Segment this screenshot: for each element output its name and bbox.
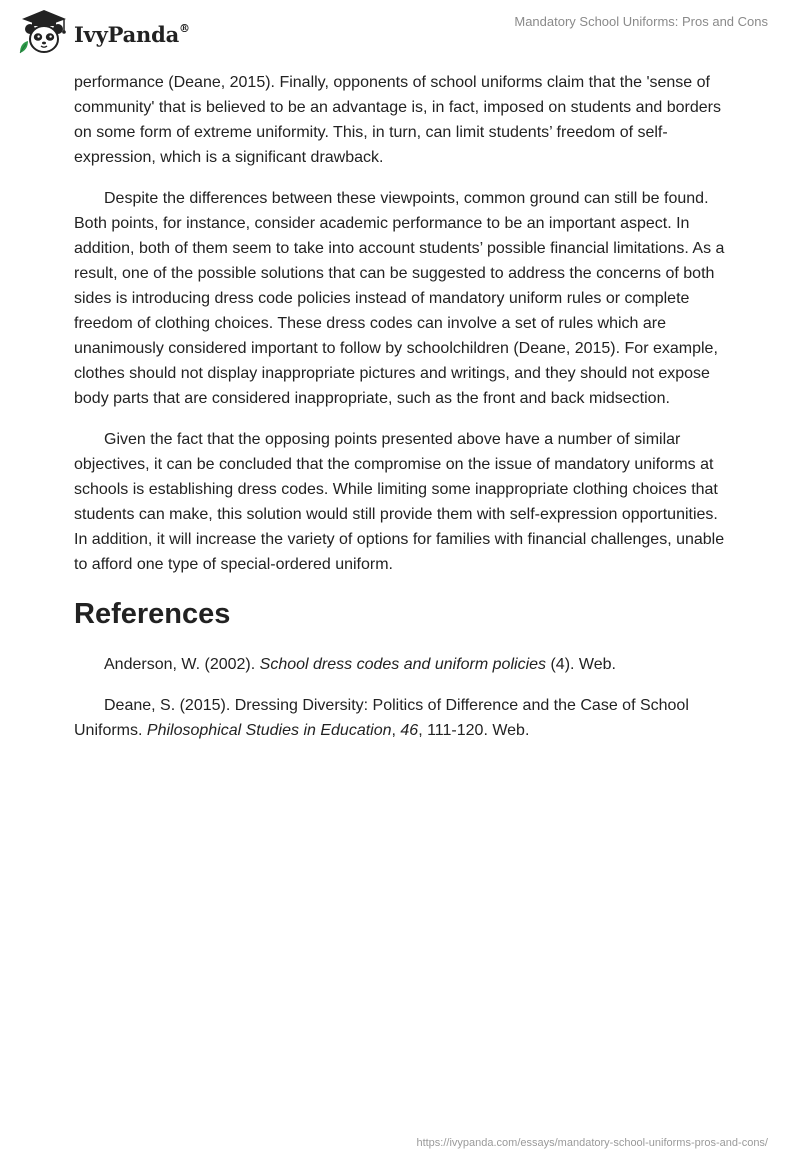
reference-text: ,: [391, 722, 401, 739]
reference-volume: 46: [400, 722, 419, 739]
reference-text: (4). Web.: [546, 656, 616, 673]
body-paragraph-3: Given the fact that the opposing points presented above have a number of similar objectives, it can be concluded that the compromise on the issue of mandatory uniforms at schools is establishing dress codes. While limiting some inappropriate clothing choices that students can make, this solution would still provide them with self-expression opportunities. In addition, it will increase the variety of options for families with financial challenges, unable to afford one type of special-ordered uniform.: [74, 431, 725, 573]
ivypanda-logo[interactable]: [14, 7, 190, 57]
brand-name-text: IvyPanda: [74, 21, 180, 47]
essay-body: [74, 70, 734, 759]
body-paragraph-1: performance (Deane, 2015). Finally, opponents of school uniforms claim that the 'sense of community' that is believed to be an advantage is, in fact, imposed on students and borders on some form of extreme uniformity. This, in turn, can limit students’ freedom of self-expression, which is a significant drawback.: [74, 74, 721, 166]
running-title: Mandatory School Uniforms: Pros and Cons: [514, 14, 768, 29]
page-header: [0, 0, 800, 70]
reference-title: School dress codes and uniform policies: [259, 656, 547, 673]
references-heading: References: [74, 598, 231, 630]
reference-text: Anderson, W. (2002).: [104, 656, 260, 673]
reference-item: [74, 652, 734, 677]
reference-text: , 111-120. Web.: [418, 722, 530, 739]
panda-graduate-icon: [14, 7, 70, 57]
brand-name: [74, 22, 190, 47]
registered-mark: ®: [179, 21, 190, 35]
reference-journal: Philosophical Studies in Education: [146, 722, 392, 739]
body-paragraph-2: Despite the differences between these viewpoints, common ground can still be found. Both points, for instance, consider academic performance to be an important aspect. In addition, both of them seem to take into account students’ possible financial limitations. As a result, one of the possible solutions that can be suggested to address the concerns of both sides is introducing dress code policies instead of mandatory uniform rules or complete freedom of clothing choices. These dress codes can involve a set of rules which are unanimously considered important to follow by schoolchildren (Deane, 2015). For example, clothes should not display inappropriate pictures and writings, and they should not expose body parts that are considered inappropriate, such as the front and back midsection.: [74, 190, 725, 407]
source-url[interactable]: https://ivypanda.com/essays/mandatory-school-uniforms-pros-and-cons/: [416, 1137, 768, 1149]
reference-item: [74, 693, 734, 743]
reference-text: Deane, S. (2015). Dressing Diversity: Politics of Difference and the Case of School Uniforms.: [74, 697, 689, 739]
